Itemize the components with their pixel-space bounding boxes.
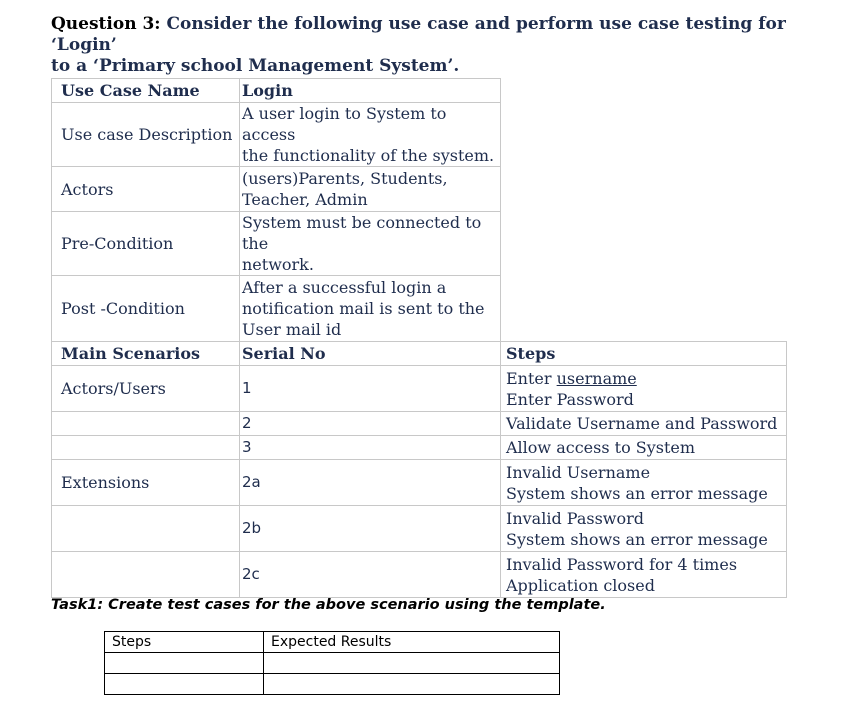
table-row: [52, 436, 787, 460]
template-expected-results-header: Expected Results: [264, 632, 560, 653]
username-link: username: [556, 368, 637, 388]
actors-label: Actors: [52, 167, 240, 212]
serial-no-header: Serial No: [240, 342, 501, 366]
question-text-line2: to a ‘Primary school Management System’.: [51, 56, 460, 76]
table-row: [105, 632, 560, 653]
table-row: [52, 212, 787, 276]
serial-cell: 3: [240, 436, 501, 460]
use-case-name-label: Use Case Name: [52, 79, 240, 103]
table-row: [52, 366, 787, 412]
template-steps-header: Steps: [105, 632, 264, 653]
use-case-name-value: Login: [240, 79, 501, 103]
table-row: [52, 552, 787, 598]
serial-cell: 2c: [240, 552, 501, 598]
description-value: A user login to System to access the functionality of the system.: [240, 103, 501, 167]
template-empty-cell[interactable]: [264, 674, 560, 695]
template-empty-cell[interactable]: [105, 653, 264, 674]
table-row: [105, 653, 560, 674]
table-row: [52, 167, 787, 212]
table-row: [52, 506, 787, 552]
serial-cell: 2a: [240, 460, 501, 506]
serial-cell: 2b: [240, 506, 501, 552]
question-heading: [51, 14, 811, 77]
use-case-table: [51, 78, 787, 598]
table-row: [52, 342, 787, 366]
description-label: Use case Description: [52, 103, 240, 167]
table-row: [52, 412, 787, 436]
actors-users-label: Actors/Users: [52, 366, 240, 412]
step-cell: Enter username Enter Password: [501, 366, 787, 412]
steps-header: Steps: [501, 342, 787, 366]
table-row: [52, 103, 787, 167]
serial-cell: 1: [240, 366, 501, 412]
step-cell: Invalid Password System shows an error message: [501, 506, 787, 552]
post-condition-label: Post -Condition: [52, 276, 240, 342]
step-cell: Validate Username and Password: [501, 412, 787, 436]
question-label: Question 3:: [51, 14, 161, 34]
pre-condition-value: System must be connected to the network.: [240, 212, 501, 276]
table-row: [52, 276, 787, 342]
step-cell: Invalid Password for 4 times Application closed: [501, 552, 787, 598]
extensions-label: Extensions: [52, 460, 240, 506]
pre-condition-label: Pre-Condition: [52, 212, 240, 276]
step-cell: Allow access to System: [501, 436, 787, 460]
actors-value: (users)Parents, Students, Teacher, Admin: [240, 167, 501, 212]
post-condition-value: After a successful login a notification mail is sent to the User mail id: [240, 276, 501, 342]
table-row: [52, 460, 787, 506]
table-row: [52, 79, 787, 103]
task-instruction: Task1: Create test cases for the above scenario using the template.: [51, 597, 606, 613]
table-row: [105, 674, 560, 695]
main-scenarios-label: Main Scenarios: [52, 342, 240, 366]
serial-cell: 2: [240, 412, 501, 436]
test-case-template-table: [104, 631, 560, 695]
step-cell: Invalid Username System shows an error message: [501, 460, 787, 506]
question-text-line1: Consider the following use case and perform use case testing for ‘Login’: [51, 14, 786, 55]
template-empty-cell[interactable]: [105, 674, 264, 695]
template-empty-cell[interactable]: [264, 653, 560, 674]
